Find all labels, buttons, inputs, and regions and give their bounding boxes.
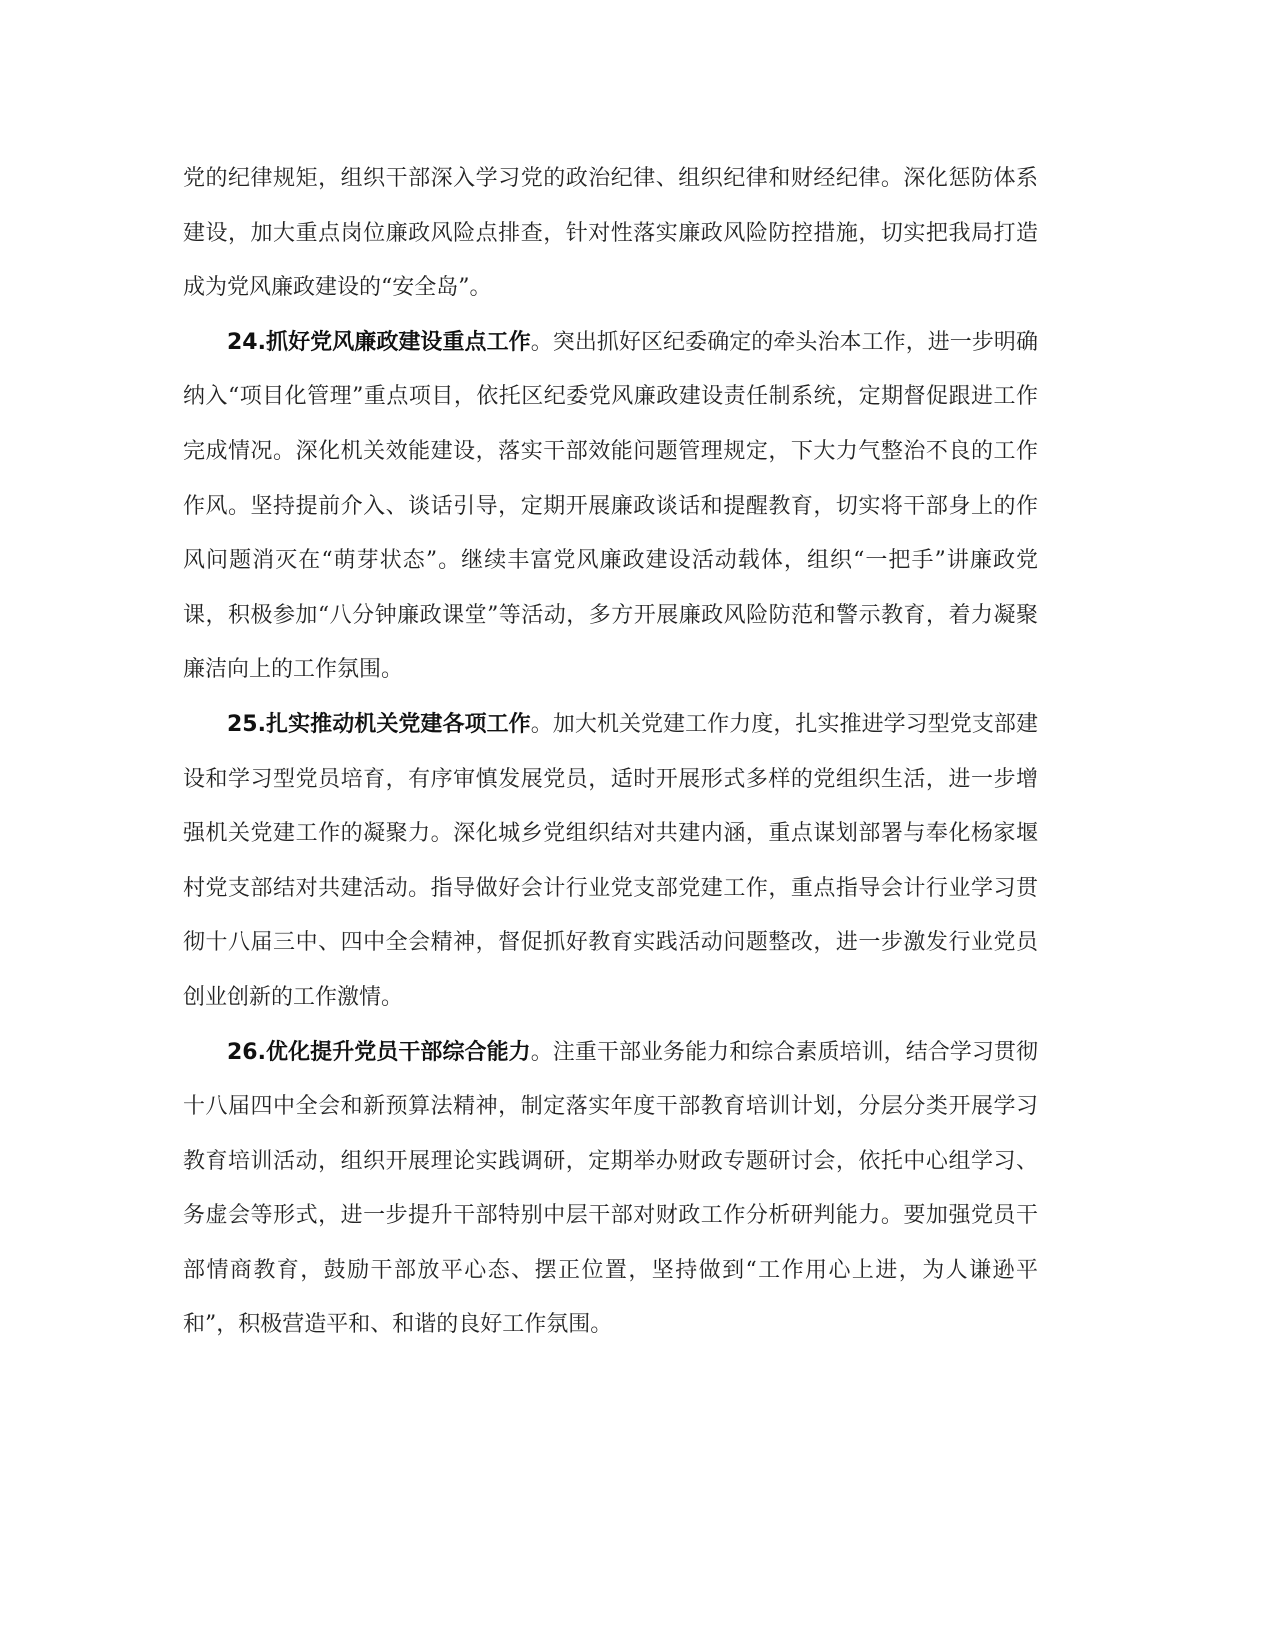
document-page [183, 152, 1038, 1353]
paragraph-text: 党的纪律规矩，组织干部深入学习党的政治纪律、组织纪律和财经纪律。深化惩防体系建设，加大重点岗位廉政风险点排查，针对性落实廉政风险防控措施，切实把我局打造成为党风廉政建设的“安全岛”。 [183, 166, 1038, 301]
paragraph-text: 。注重干部业务能力和综合素质培训，结合学习贯彻十八届四中全会和新预算法精神，制定落实年度干部教育培训计划，分层分类开展学习教育培训活动，组织开展理论实践调研，定期举办财政专题研讨会，依托中心组学习、务虚会等形式，进一步提升干部特别中层干部对财政工作分析研判能力。要加强党员干部情商教育，鼓励干部放平心态、摆正位置，坚持做到“工作用心上进，为人谦逊平和”，积极营造平和、和谐的良好工作氛围。 [183, 1039, 1038, 1338]
paragraph-25 [183, 698, 1038, 1026]
paragraph-continuation [183, 152, 1038, 316]
paragraph-text: 。突出抓好区纪委确定的牵头治本工作，进一步明确纳入“项目化管理”重点项目，依托区纪委党风廉政建设责任制系统，定期督促跟进工作完成情况。深化机关效能建设，落实干部效能问题管理规定，下大力气整治不良的工作作风。坚持提前介入、谈话引导，定期开展廉政谈话和提醒教育，切实将干部身上的作风问题消灭在“萌芽状态”。继续丰富党风廉政建设活动载体，组织“一把手”讲廉政党课，积极参加“八分钟廉政课堂”等活动，多方开展廉政风险防范和警示教育，着力凝聚廉洁向上的工作氛围。 [183, 329, 1038, 683]
paragraph-26 [183, 1026, 1038, 1354]
section-heading-24: 24.抓好党风廉政建设重点工作 [227, 329, 531, 355]
section-heading-26: 26.优化提升党员干部综合能力 [227, 1039, 531, 1065]
paragraph-24 [183, 316, 1038, 698]
paragraph-text: 。加大机关党建工作力度，扎实推进学习型党支部建设和学习型党员培育，有序审慎发展党员，适时开展形式多样的党组织生活，进一步增强机关党建工作的凝聚力。深化城乡党组织结对共建内涵，重点谋划部署与奉化杨家堰村党支部结对共建活动。指导做好会计行业党支部党建工作，重点指导会计行业学习贯彻十八届三中、四中全会精神，督促抓好教育实践活动问题整改，进一步激发行业党员创业创新的工作激情。 [183, 711, 1038, 1010]
section-heading-25: 25.扎实推动机关党建各项工作 [227, 711, 531, 737]
